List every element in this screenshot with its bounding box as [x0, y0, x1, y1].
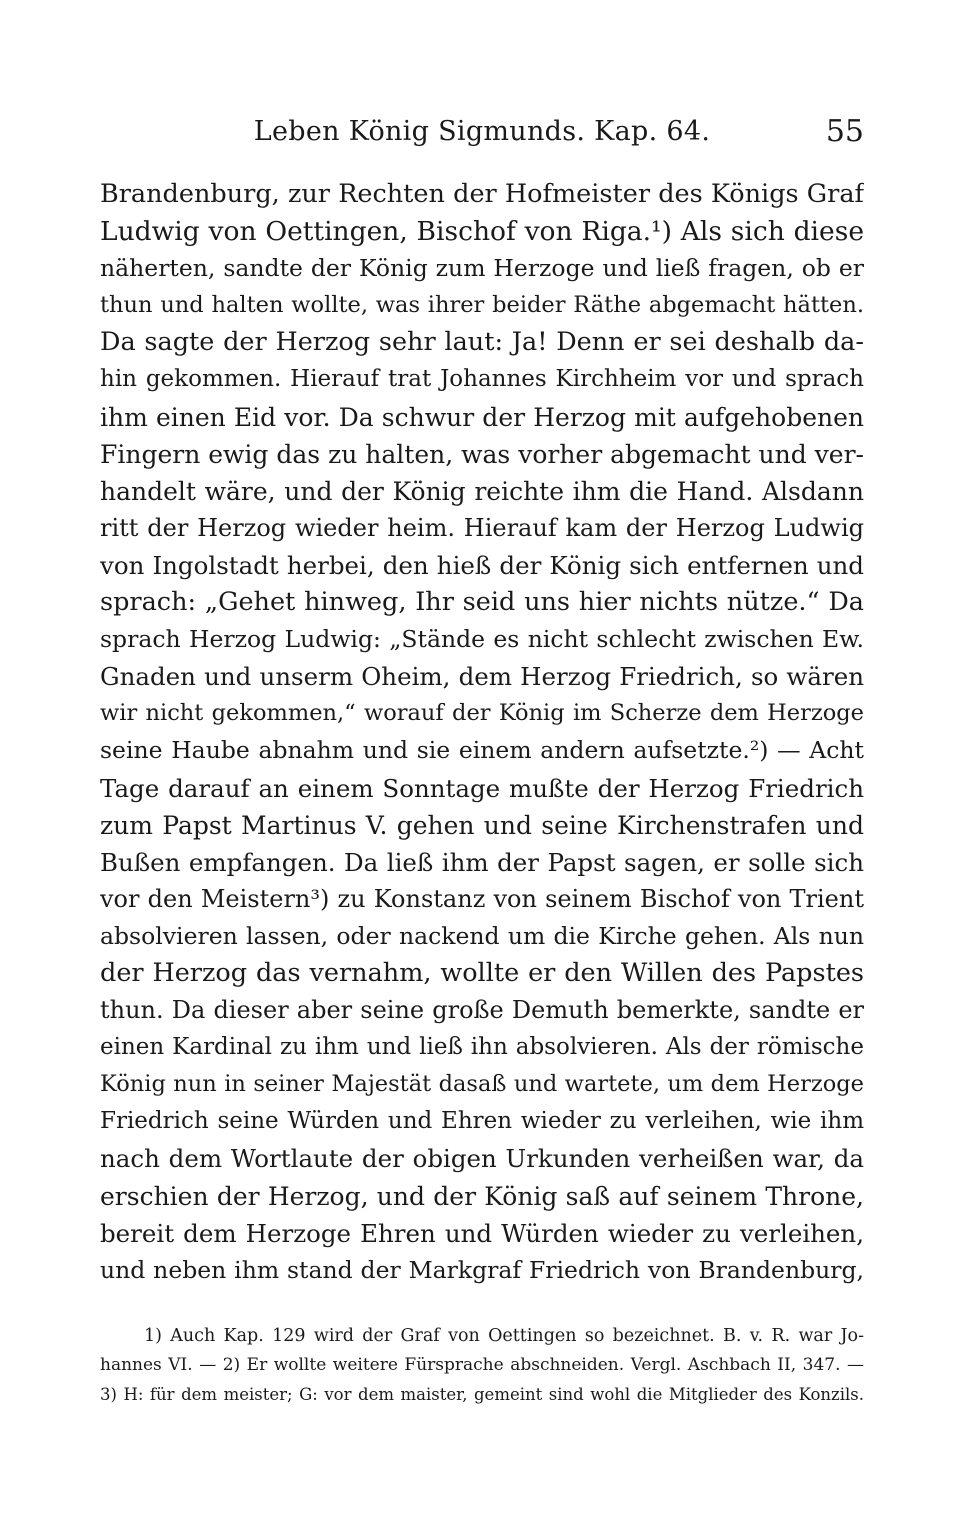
text-line: Bußen empfangen. Da ließ ihm der Papst sagen, er solle sich — [100, 847, 864, 877]
text-line: handelt wäre, und der König reichte ihm die Hand. Alsdann — [100, 476, 864, 506]
text-line: seine Haube abnahm und sie einem andern aufsetzte.²) — Acht — [100, 736, 864, 765]
text-line: König nun in seiner Majestät dasaß und wartete, um dem Herzoge — [100, 1071, 864, 1098]
text-line: Tage darauf an einem Sonntage mußte der Herzog Friedrich — [100, 773, 864, 803]
text-line: von Ingolstadt herbei, den hieß der König sich entfernen und — [100, 550, 864, 580]
text-line: sprach Herzog Ludwig: „Stände es nicht schlecht zwischen Ew. — [100, 625, 864, 654]
text-line: einen Kardinal zu ihm und ließ ihn absolvieren. Als der römische — [100, 1034, 864, 1061]
text-line: hin gekommen. Hierauf trat Johannes Kirchheim vor und sprach — [100, 366, 864, 393]
text-line: Fingern ewig das zu halten, was vorher abgemacht und ver- — [100, 439, 864, 469]
text-line: vor den Meistern³) zu Konstanz von seinem Bischof von Trient — [100, 884, 864, 913]
text-line: der Herzog das vernahm, wollte er den Willen des Papstes — [100, 957, 864, 988]
text-line: erschien der Herzog, und der König saß auf seinem Throne, — [100, 1181, 864, 1211]
text-line: Friedrich seine Würden und Ehren wieder zu verleihen, wie ihm — [100, 1108, 864, 1135]
text-line: ihm einen Eid vor. Da schwur der Herzog mit aufgehobenen — [100, 402, 864, 432]
text-line: wir nicht gekommen,“ worauf der König im Scherze dem Herzoge — [100, 700, 864, 727]
footnotes — [100, 1322, 864, 1409]
text-line: Da sagte der Herzog sehr laut: Ja! Denn er sei deshalb da- — [100, 327, 864, 358]
page-number: 55 — [825, 114, 864, 149]
text-line: und neben ihm stand der Markgraf Friedrich von Brandenburg, — [100, 1255, 864, 1284]
text-line: ritt der Herzog wieder heim. Hierauf kam der Herzog Ludwig — [100, 513, 864, 542]
text-line: zum Papst Martinus V. gehen und seine Kirchenstrafen und — [100, 810, 864, 840]
footnote-line: hannes VI. — 2) Er wollte weitere Fürsprache abschneiden. Vergl. Aschbach II, 347. — — [100, 1355, 864, 1375]
footnote-line: 1) Auch Kap. 129 wird der Graf von Oettingen so bezeichnet. B. v. R. war Jo- — [144, 1326, 864, 1346]
text-line: näherten, sandte der König zum Herzoge und ließ fragen, ob er — [100, 254, 864, 283]
text-line: absolvieren lassen, oder nackend um die Kirche gehen. Als nun — [100, 921, 864, 950]
text-line: thun und halten wollte, was ihrer beider Räthe abgemacht hätten. — [100, 292, 864, 319]
text-line: thun. Da dieser aber seine große Demuth bemerkte, sandte er — [100, 996, 864, 1025]
text-line: nach dem Wortlaute der obigen Urkunden verheißen war, da — [100, 1144, 864, 1174]
text-line: bereit dem Herzoge Ehren und Würden wieder zu verleihen, — [100, 1218, 864, 1248]
running-head — [100, 112, 864, 152]
footnote-line: 3) H: für dem meister; G: vor dem maister, gemeint sind wohl die Mitglieder des Konzils. — [100, 1385, 864, 1404]
text-line: Ludwig von Oettingen, Bischof von Riga.¹) Als sich diese — [100, 216, 864, 248]
text-line: Gnaden und unserm Oheim, dem Herzog Friedrich, so wären — [100, 662, 864, 692]
text-line: sprach: „Gehet hinweg, Ihr seid uns hier nichts nütze.“ Da — [100, 587, 864, 618]
running-title: Leben König Sigmunds. Kap. 64. — [253, 116, 711, 147]
text-line: Brandenburg, zur Rechten der Hofmeister des Königs Graf — [100, 179, 864, 209]
body-text — [100, 176, 864, 1289]
